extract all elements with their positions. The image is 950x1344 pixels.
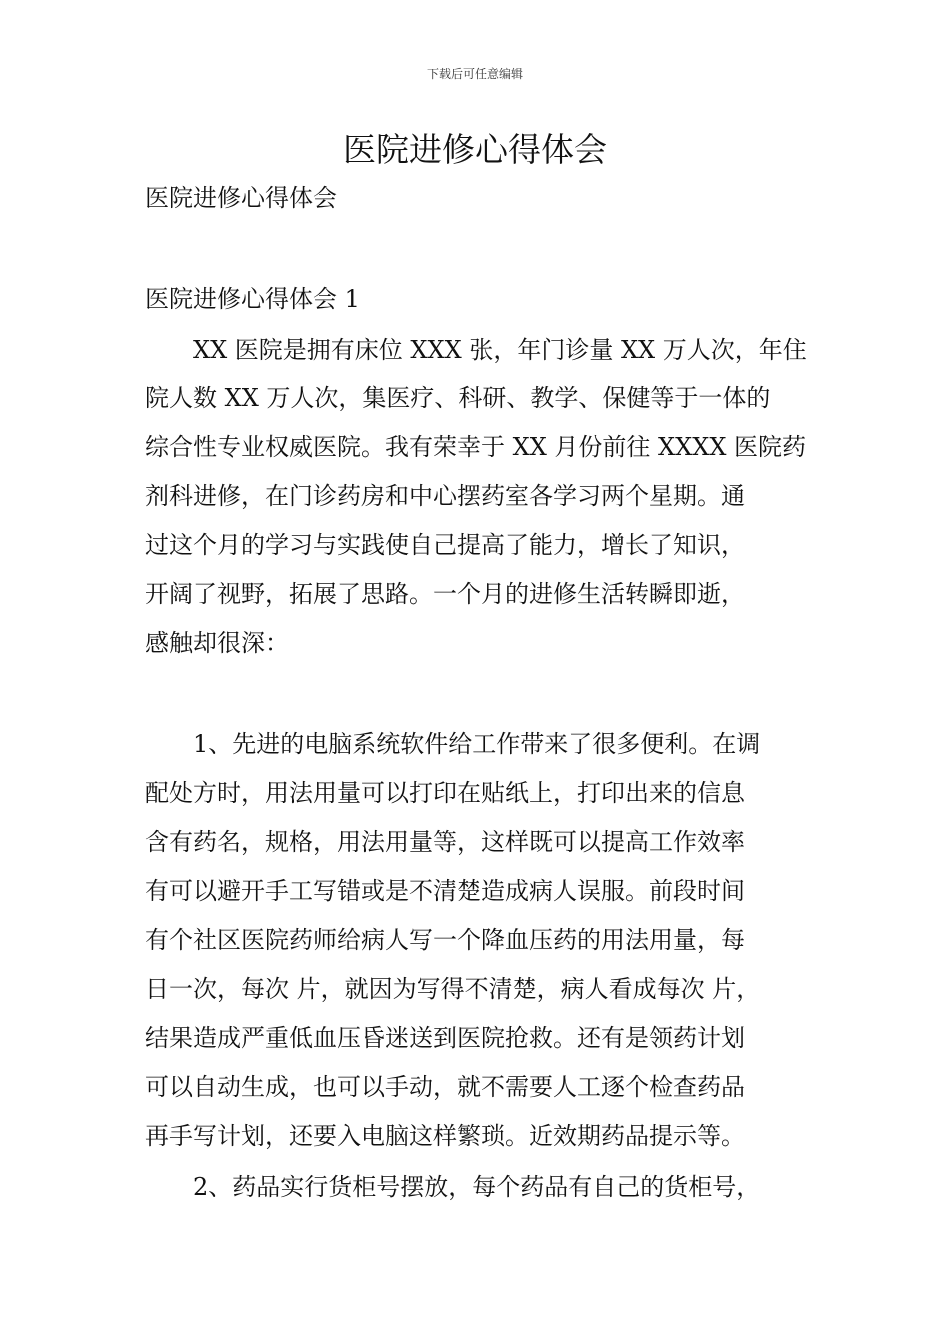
section-heading: 医院进修心得体会 1 bbox=[145, 285, 360, 313]
paragraph-1-line: 感触却很深： bbox=[145, 629, 289, 657]
paragraph-3-line: 2、药品实行货柜号摆放，每个药品有自己的货柜号， bbox=[193, 1173, 761, 1201]
header-note: 下载后可任意编辑 bbox=[426, 67, 523, 81]
paragraph-1-line: XX 医院是拥有床位 XXX 张，年门诊量 XX 万人次，年住 bbox=[193, 336, 807, 364]
paragraph-1-line: 院人数 XX 万人次，集医疗、科研、教学、保健等于一体的 bbox=[145, 384, 771, 412]
document-title: 医院进修心得体会 bbox=[343, 130, 607, 169]
paragraph-2-line: 配处方时，用法用量可以打印在贴纸上，打印出来的信息 bbox=[145, 779, 745, 807]
document-subtitle: 医院进修心得体会 bbox=[145, 184, 337, 212]
paragraph-2-line: 再手写计划，还要入电脑这样繁琐。近效期药品提示等。 bbox=[145, 1122, 745, 1150]
paragraph-1-line: 综合性专业权威医院。我有荣幸于 XX 月份前往 XXXX 医院药 bbox=[145, 433, 807, 461]
paragraph-2-line: 有个社区医院药师给病人写一个降血压药的用法用量，每 bbox=[145, 926, 745, 954]
paragraph-2-line: 日一次，每次 片，就因为写得不清楚，病人看成每次 片， bbox=[145, 975, 761, 1003]
paragraph-2-line: 有可以避开手工写错或是不清楚造成病人误服。前段时间 bbox=[145, 877, 745, 905]
paragraph-2-line: 1、先进的电脑系统软件给工作带来了很多便利。在调 bbox=[193, 730, 761, 758]
paragraph-1-line: 剂科进修，在门诊药房和中心摆药室各学习两个星期。通 bbox=[145, 482, 745, 510]
paragraph-1-line: 开阔了视野，拓展了思路。一个月的进修生活转瞬即逝， bbox=[145, 580, 745, 608]
paragraph-2-line: 结果造成严重低血压昏迷送到医院抢救。还有是领药计划 bbox=[145, 1024, 745, 1052]
paragraph-2-line: 含有药名，规格，用法用量等，这样既可以提高工作效率 bbox=[145, 828, 745, 856]
paragraph-2-line: 可以自动生成，也可以手动，就不需要人工逐个检查药品 bbox=[145, 1073, 745, 1101]
paragraph-1-line: 过这个月的学习与实践使自己提高了能力，增长了知识， bbox=[145, 531, 745, 559]
